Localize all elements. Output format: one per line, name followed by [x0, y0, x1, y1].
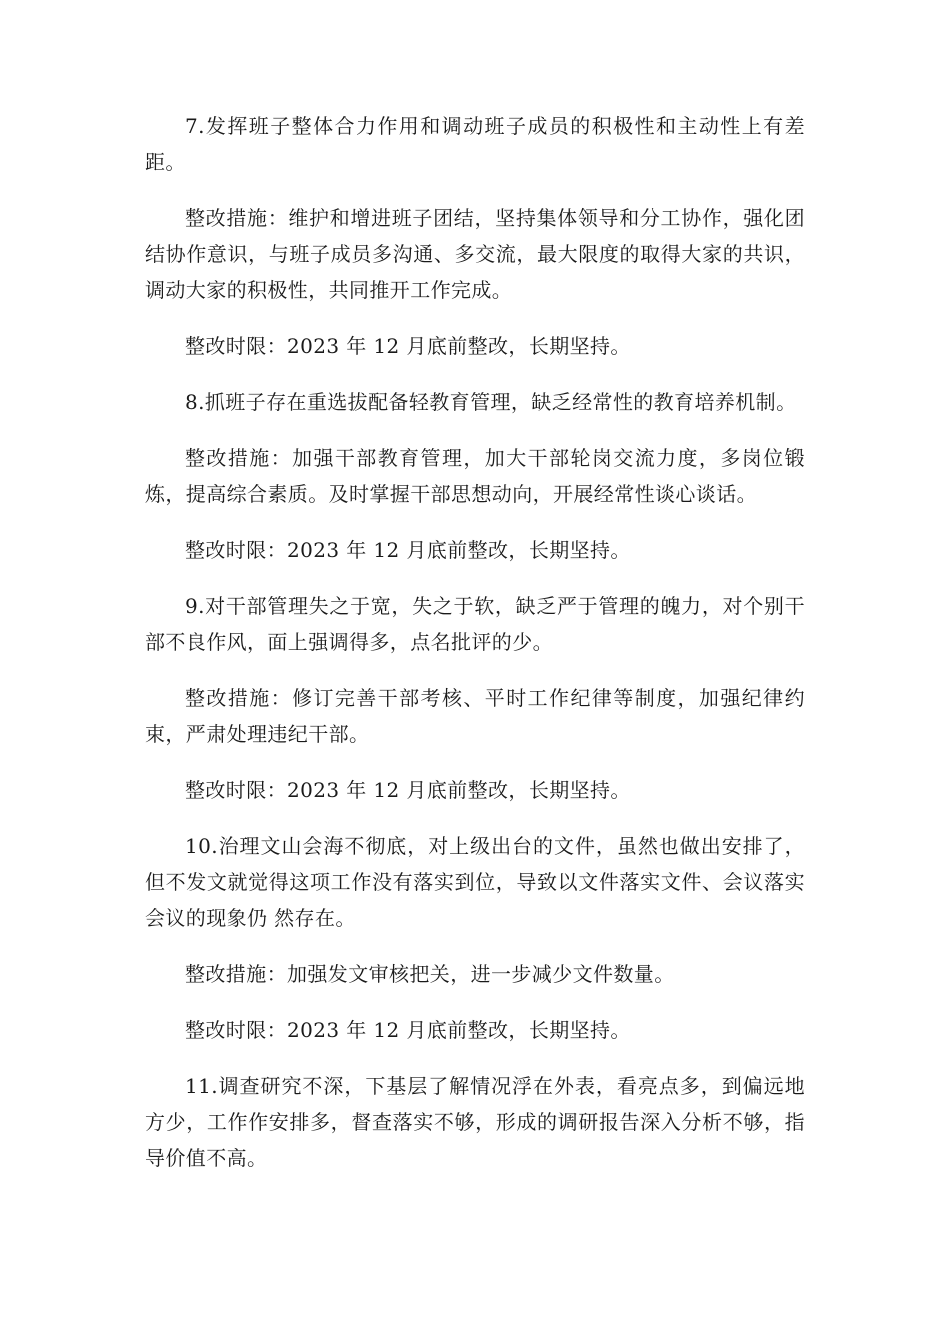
issue-7-deadline-paragraph: 整改时限：2023 年 12 月底前整改，长期坚持。: [185, 334, 631, 358]
issue-7-measures-paragraph: 整改措施：维护和增进班子团结，坚持集体领导和分工协作，强化团结协作意识，与班子成员多沟通、多交流，最大限度的取得大家的共识，调动大家的积极性，共同推开工作完成。: [145, 206, 805, 302]
issue-10-deadline-paragraph: 整改时限：2023 年 12 月底前整改，长期坚持。: [185, 1018, 631, 1042]
issue-9-paragraph: 9.对干部管理失之于宽，失之于软，缺乏严于管理的魄力，对个别干部不良作风，面上强调得多，点名批评的少。: [145, 594, 805, 654]
issue-9-deadline-paragraph: 整改时限：2023 年 12 月底前整改，长期坚持。: [185, 778, 631, 802]
issue-8-measures-paragraph: 整改措施：加强干部教育管理，加大干部轮岗交流力度，多岗位锻炼，提高综合素质。及时掌握干部思想动向，开展经常性谈心谈话。: [145, 446, 805, 506]
issue-8-deadline-paragraph: 整改时限：2023 年 12 月底前整改，长期坚持。: [185, 538, 631, 562]
issue-11-paragraph: 11.调查研究不深，下基层了解情况浮在外表，看亮点多，到偏远地方少，工作作安排多，督查落实不够，形成的调研报告深入分析不够，指导价值不高。: [145, 1074, 805, 1170]
issue-9-measures-paragraph: 整改措施：修订完善干部考核、平时工作纪律等制度，加强纪律约束，严肃处理违纪干部。: [145, 686, 805, 746]
issue-10-measures-paragraph: 整改措施：加强发文审核把关，进一步减少文件数量。: [185, 962, 675, 986]
issue-8-paragraph: 8.抓班子存在重选拔配备轻教育管理，缺乏经常性的教育培养机制。: [185, 390, 797, 414]
document-page: [145, 108, 805, 1196]
issue-10-paragraph: 10.治理文山会海不彻底，对上级出台的文件，虽然也做出安排了，但不发文就觉得这项工作没有落实到位，导致以文件落实文件、会议落实会议的现象仍 然存在。: [145, 834, 805, 930]
issue-7-paragraph: 7.发挥班子整体合力作用和调动班子成员的积极性和主动性上有差距。: [145, 114, 805, 174]
